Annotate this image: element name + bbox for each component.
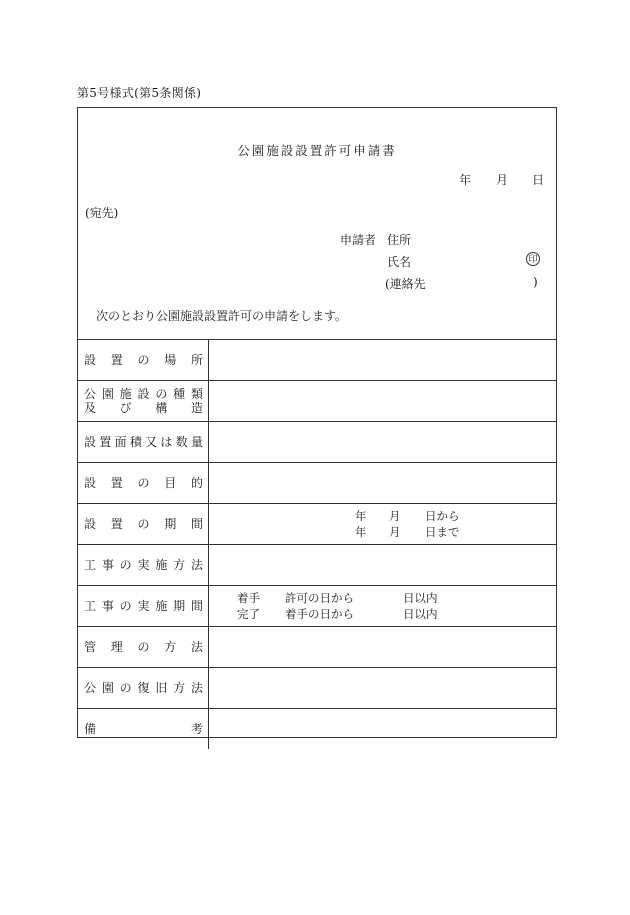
row-period <box>78 504 556 545</box>
end-base: 着手の日から <box>285 607 354 621</box>
row-label: 公園施設の種類 <box>84 387 203 401</box>
date-day: 日 <box>532 173 545 187</box>
period-from-year: 年 <box>355 509 367 523</box>
row-label: 管理の方法 <box>84 640 203 654</box>
addressee: (宛先) <box>85 206 119 220</box>
contact-open: (連絡先 <box>385 277 426 291</box>
value-cell[interactable] <box>209 504 556 544</box>
row-label: 及び構造 <box>84 401 203 415</box>
row-label: 設置面積又は数量 <box>84 435 203 449</box>
start-suffix: 日以内 <box>403 591 438 605</box>
date-month: 月 <box>496 173 509 187</box>
row-construction-period <box>78 586 556 627</box>
row-label: 設置の場所 <box>84 353 203 367</box>
row-construction-method <box>78 545 556 586</box>
row-remarks <box>78 709 556 749</box>
period-to-year: 年 <box>355 525 367 539</box>
period-to-day: 日まで <box>425 525 460 539</box>
value-cell[interactable] <box>209 586 556 626</box>
value-cell[interactable] <box>209 340 556 380</box>
row-label: 工事の実施方法 <box>84 558 203 572</box>
statement: 次のとおり公園施設設置許可の申請をします。 <box>96 309 348 323</box>
value-cell[interactable] <box>209 627 556 667</box>
value-cell[interactable] <box>209 422 556 462</box>
period-from-month: 月 <box>389 509 401 523</box>
row-purpose <box>78 463 556 504</box>
form-number: 第5号様式(第5条関係) <box>77 86 202 100</box>
form-title: 公園施設設置許可申請書 <box>237 143 397 158</box>
end-suffix: 日以内 <box>403 607 438 621</box>
form-header <box>78 108 556 340</box>
value-cell[interactable] <box>209 545 556 585</box>
end-label: 完了 <box>237 607 260 621</box>
date-year: 年 <box>459 173 472 187</box>
period-from-day: 日から <box>425 509 460 523</box>
contact-close: ) <box>533 275 538 289</box>
address-label: 住所 <box>387 233 412 247</box>
row-facility-type <box>78 381 556 422</box>
row-label: 備考 <box>84 722 203 736</box>
start-label: 着手 <box>237 591 260 605</box>
row-label: 設置の期間 <box>84 517 203 531</box>
value-cell[interactable] <box>209 668 556 708</box>
value-cell[interactable] <box>209 709 556 749</box>
row-restoration <box>78 668 556 709</box>
row-label: 設置の目的 <box>84 476 203 490</box>
period-to-month: 月 <box>389 525 401 539</box>
row-label: 工事の実施期間 <box>84 599 203 613</box>
row-location <box>78 340 556 381</box>
application-form <box>77 107 557 738</box>
start-base: 許可の日から <box>285 591 354 605</box>
row-label: 公園の復旧方法 <box>84 681 203 695</box>
row-area <box>78 422 556 463</box>
name-label: 氏名 <box>387 255 412 269</box>
value-cell[interactable] <box>209 381 556 421</box>
seal-icon: 印 <box>526 252 540 266</box>
applicant-label: 申請者 <box>340 233 377 247</box>
value-cell[interactable] <box>209 463 556 503</box>
row-management <box>78 627 556 668</box>
